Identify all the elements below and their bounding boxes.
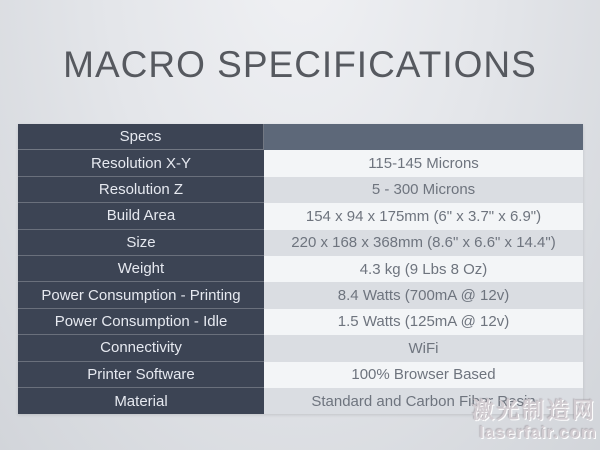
table-row: [18, 230, 583, 256]
header-cell-specs: Specs: [18, 124, 264, 150]
spec-value: 4.3 kg (9 Lbs 8 Oz): [264, 256, 583, 282]
spec-value: WiFi: [264, 335, 583, 361]
table-header-row: [18, 124, 583, 150]
spec-value: 1.5 Watts (125mA @ 12v): [264, 309, 583, 335]
page-title: MACRO SPECIFICATIONS: [63, 44, 537, 85]
table-row: [18, 335, 583, 361]
spec-table: [18, 124, 583, 414]
spec-label: Printer Software: [18, 362, 264, 388]
spec-label: Power Consumption - Printing: [18, 282, 264, 308]
header-cell-values: [264, 124, 583, 150]
spec-value: 154 x 94 x 175mm (6" x 3.7" x 6.9"): [264, 203, 583, 229]
table-row: [18, 362, 583, 388]
spec-label: Resolution X-Y: [18, 150, 264, 176]
spec-label: Connectivity: [18, 335, 264, 361]
table-row: [18, 203, 583, 229]
watermark: [472, 398, 597, 443]
spec-value: Standard and Carbon Fiber Resin: [264, 388, 583, 414]
table-row: [18, 150, 583, 176]
spec-label: Build Area: [18, 203, 264, 229]
spec-label: Power Consumption - Idle: [18, 309, 264, 335]
table-row: [18, 309, 583, 335]
spec-label: Resolution Z: [18, 177, 264, 203]
spec-label: Size: [18, 230, 264, 256]
spec-label: Material: [18, 388, 264, 414]
watermark-site-url: laserfair.com: [479, 423, 597, 443]
table-row: [18, 177, 583, 203]
table-row: [18, 256, 583, 282]
table-row: [18, 282, 583, 308]
spec-label: Weight: [18, 256, 264, 282]
spec-value: 115-145 Microns: [264, 150, 583, 176]
spec-value: 100% Browser Based: [264, 362, 583, 388]
table-body: [18, 150, 583, 414]
watermark-site-name: 激光制造网: [471, 398, 597, 424]
spec-value: 8.4 Watts (700mA @ 12v): [264, 282, 583, 308]
spec-value: 220 x 168 x 368mm (8.6" x 6.6" x 14.4"): [264, 230, 583, 256]
spec-value: 5 - 300 Microns: [264, 177, 583, 203]
